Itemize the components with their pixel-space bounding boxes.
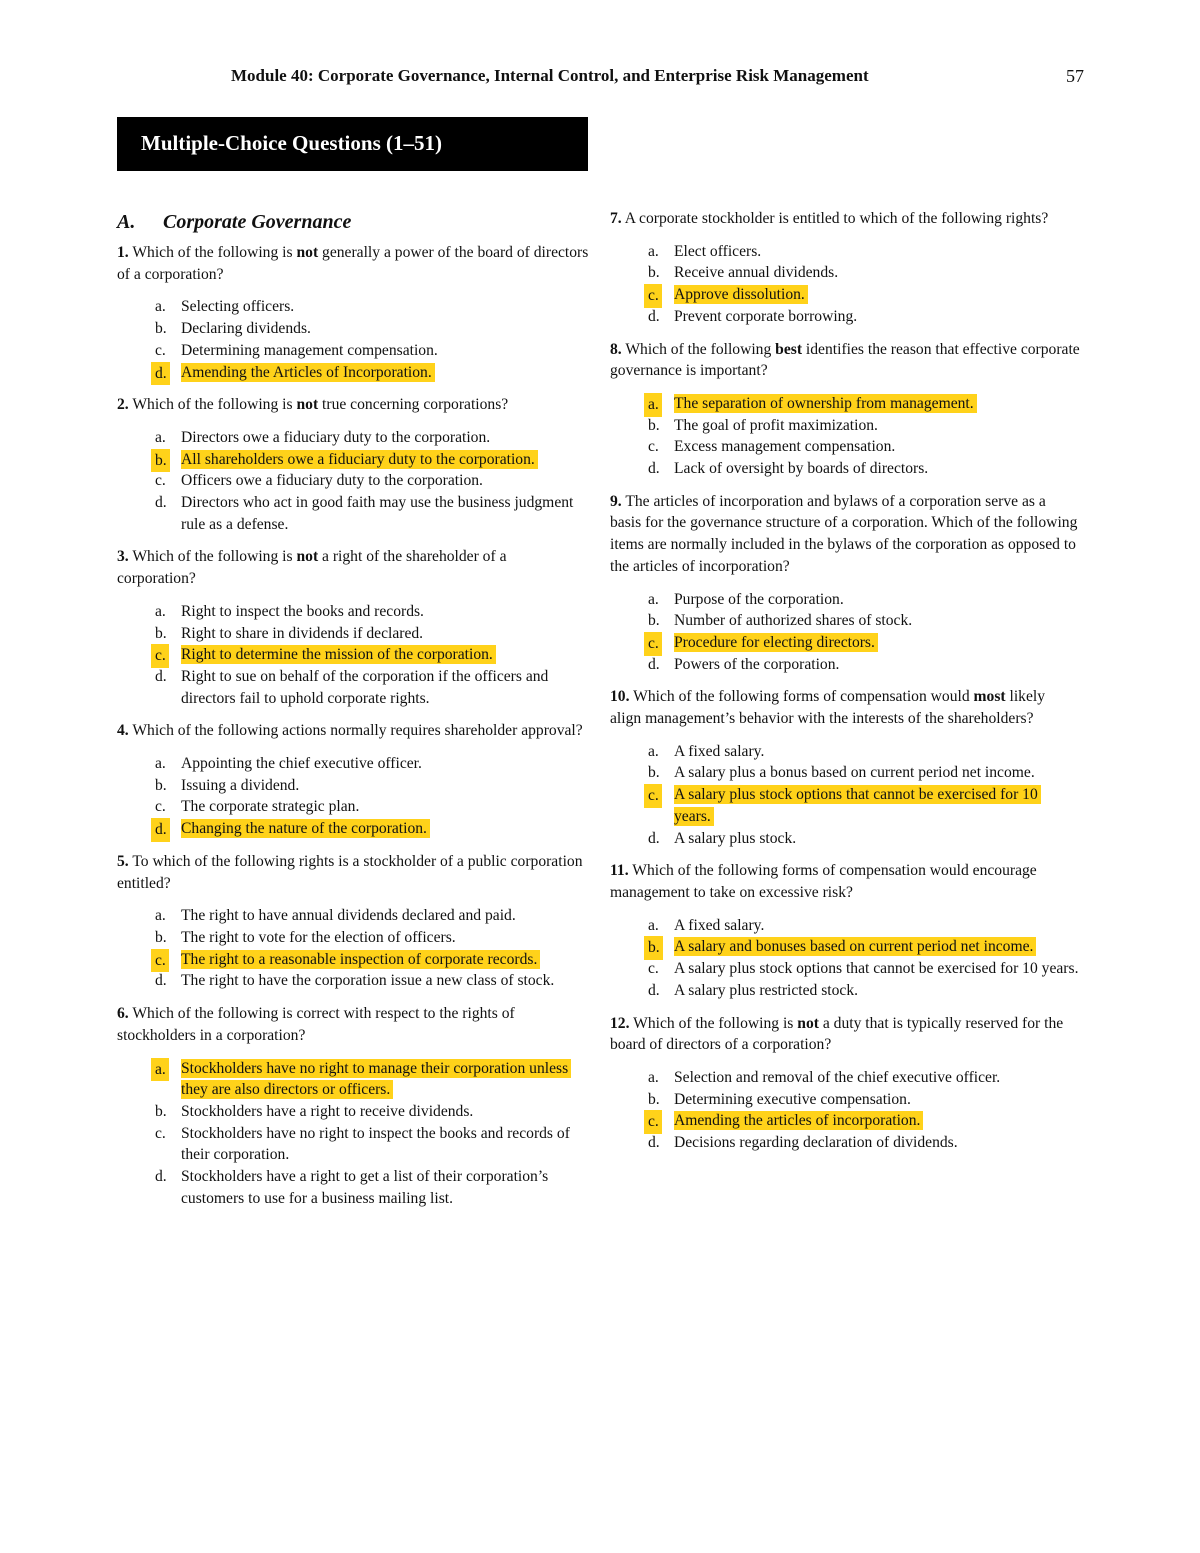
option-letter: b. [155,320,167,338]
stem-emphasis: not [296,244,319,261]
option-text: Decisions regarding declaration of dividends. [674,1134,958,1152]
answer-option [610,741,1080,763]
option-letter: a. [155,602,166,620]
stem-text: The articles of incorporation and bylaws of a corporation serve as a basis for the governance structure of a corporation. Which of the following items are normally included in the bylaws of the corporation as opposed to the articles of incorporation? [610,492,1078,575]
answer-option [117,927,589,949]
option-letter: b. [648,264,660,282]
page-number: 57 [1066,66,1084,86]
answer-option [610,632,1080,654]
answer-option [610,1132,1080,1154]
answer-options [610,589,1080,676]
highlighted-answer-text: Amending the Articles of Incorporation. [181,363,435,382]
answer-options [610,741,1080,850]
option-letter: b. [648,764,660,782]
question-9 [610,491,1080,676]
option-text: The right to vote for the election of officers. [181,928,456,946]
answer-option [117,753,589,775]
answer-option [610,936,1080,958]
highlighted-answer-text: Right to determine the mission of the corporation. [181,645,496,664]
option-letter: c. [648,960,659,978]
option-text: A salary plus stock. [674,829,797,847]
stem-text: Which of the following forms of compensation would encourage management to take on excessive risk? [610,862,1037,901]
answer-options [117,427,589,536]
stem-emphasis: not [797,1014,819,1032]
stem-text: a duty that is typically reserved for the board of directors of a corporation? [610,1014,1064,1054]
stem-text: true concerning corporations? [318,396,509,414]
answer-options [610,393,1080,480]
option-letter: d. [648,981,660,999]
question-number: 12. [610,1014,630,1032]
section-letter: A. [117,211,136,233]
stem-text: generally a power of the board of directors of a corporation? [117,244,589,283]
option-text: Issuing a dividend. [181,776,300,794]
answer-option [610,415,1080,437]
highlighted-answer-text: A salary and bonuses based on current period net income. [674,937,1036,956]
questions-left [117,242,589,1209]
option-text: Lack of oversight by boards of directors. [674,460,929,478]
option-text: Right to share in dividends if declared. [181,624,424,642]
answer-option [610,610,1080,632]
question-10 [610,686,1080,849]
option-letter: b. [648,612,660,630]
highlighted-answer-text: The right to a reasonable inspection of corporate records. [181,950,540,969]
answer-option [117,318,589,340]
option-text: A salary plus a bonus based on current period net income. [674,764,1035,782]
answer-option [610,1089,1080,1111]
answer-option [610,393,1080,415]
option-text: Right to sue on behalf of the corporation if the officers and directors fail to uphold corporate rights. [181,667,549,707]
answer-option [610,828,1080,850]
option-text: Elect officers. [674,242,762,260]
option-letter: a. [155,298,166,316]
answer-option [610,241,1080,263]
answer-options [117,905,589,992]
question-stem [610,208,1080,230]
answer-option [117,296,589,318]
option-text: Number of authorized shares of stock. [674,612,913,630]
option-letter: b. [155,624,167,642]
option-text: The right to have the corporation issue a new class of stock. [181,972,555,990]
question-stem [610,686,1080,729]
questions-right [610,208,1080,1154]
answer-option [610,436,1080,458]
option-text: Directors who act in good faith may use the business judgment rule as a defense. [181,494,574,533]
question-11 [610,860,1080,1001]
answer-option [610,654,1080,676]
option-text: Stockholders have no right to inspect the books and records of their corporation. [181,1124,570,1164]
option-text: A fixed salary. [674,916,765,934]
stem-text: To which of the following rights is a stockholder of a public corporation entitled? [117,852,583,892]
question-number: 10. [610,688,630,706]
highlighted-answer-text: Procedure for electing directors. [674,633,878,652]
option-text: Stockholders have a right to get a list of their corporation’s customers to use for a business mailing list. [181,1168,549,1207]
option-letter: a. [644,393,662,417]
option-letter: d. [155,494,167,512]
option-text: The goal of profit maximization. [674,416,878,434]
answer-options [117,753,589,840]
answer-option [117,905,589,927]
answer-option [610,762,1080,784]
stem-emphasis: not [296,548,319,566]
answer-option [117,623,589,645]
question-number: 6. [117,1005,129,1023]
stem-text: Which of the following is [132,244,297,261]
question-2 [117,394,589,535]
question-number: 8. [610,340,622,358]
option-text: Determining executive compensation. [674,1090,911,1108]
option-letter: a. [155,428,166,446]
option-letter: a. [648,1068,659,1086]
answer-option [610,958,1080,980]
answer-option [117,1123,589,1166]
option-letter: b. [648,1090,660,1108]
option-letter: d. [648,655,660,673]
stem-emphasis: best [775,340,803,358]
answer-option [117,949,589,971]
answer-option [610,306,1080,328]
stem-text: likely align management’s behavior with the interests of the shareholders? [610,688,1046,728]
option-letter: d. [648,460,660,478]
option-letter: a. [155,907,166,925]
answer-options [117,601,589,710]
answer-option [117,796,589,818]
answer-option [610,915,1080,937]
stem-emphasis: not [296,396,319,414]
highlighted-answer-text: Stockholders have no right to manage their corporation unless they are also directors or officers. [181,1059,571,1100]
option-letter: c. [644,784,662,808]
option-text: Appointing the chief executive officer. [181,755,422,773]
option-letter: b. [644,936,663,960]
stem-text: Which of the following forms of compensation would [633,688,974,706]
option-text: Directors owe a fiduciary duty to the corporation. [181,428,491,446]
answer-option [610,1067,1080,1089]
question-number: 11. [610,862,629,880]
answer-option [117,1166,589,1209]
question-stem [117,720,589,742]
answer-option [610,589,1080,611]
stem-text: Which of the following [625,340,776,358]
question-number: 9. [610,492,622,510]
question-number: 2. [117,396,129,414]
stem-text: Which of the following is [132,548,297,566]
option-letter: a. [648,590,659,608]
stem-text: identifies the reason that effective corporate governance is important? [610,340,1080,380]
running-title: Module 40: Corporate Governance, Internal Control, and Enterprise Risk Management [231,66,869,85]
option-letter: c. [155,1124,166,1142]
answer-options [610,241,1080,328]
option-letter: d. [648,1134,660,1152]
option-text: Stockholders have a right to receive dividends. [181,1102,474,1120]
question-3 [117,546,589,709]
option-letter: d. [155,667,167,685]
stem-text: a right of the shareholder of a corporation? [117,548,507,588]
option-text: A salary plus restricted stock. [674,981,859,999]
question-5 [117,851,589,992]
answer-options [610,1067,1080,1154]
option-text: A salary plus stock options that cannot be exercised for 10 years. [674,960,1079,978]
highlighted-answer-text: All shareholders owe a fiduciary duty to the corporation. [181,450,538,469]
option-letter: c. [644,1110,662,1134]
answer-option [610,284,1080,306]
question-4 [117,720,589,840]
answer-option [117,470,589,492]
question-8 [610,339,1080,480]
option-text: Powers of the corporation. [674,655,840,673]
question-stem [117,851,589,894]
option-letter: c. [648,438,659,456]
page-header [231,66,1084,90]
answer-option [117,427,589,449]
option-letter: d. [155,1168,167,1186]
stem-text: A corporate stockholder is entitled to which of the following rights? [624,210,1049,227]
question-stem [117,242,589,285]
question-stem [117,546,589,589]
option-letter: d. [648,829,660,847]
answer-option [117,666,589,709]
option-text: Selection and removal of the chief executive officer. [674,1068,1001,1086]
question-stem [117,1003,589,1046]
stem-text: Which of the following is [633,1014,798,1032]
option-letter: c. [644,632,662,656]
stem-text: Which of the following is correct with respect to the rights of stockholders in a corporation? [117,1005,515,1044]
answer-option [117,601,589,623]
section-banner [117,117,588,171]
question-stem [610,491,1080,578]
option-letter: d. [151,818,170,842]
answer-options [117,1058,589,1210]
option-letter: a. [648,242,659,260]
option-letter: a. [155,755,166,773]
answer-option [117,644,589,666]
option-text: Determining management compensation. [181,341,438,359]
highlighted-answer-text: A salary plus stock options that cannot be exercised for 10 years. [674,785,1041,826]
answer-option [117,775,589,797]
option-text: Right to inspect the books and records. [181,602,424,620]
question-7 [610,208,1080,328]
answer-option [117,362,589,384]
question-6 [117,1003,589,1209]
answer-option [610,784,1080,827]
option-text: Selecting officers. [181,298,295,316]
right-column [610,208,1080,1165]
option-text: The right to have annual dividends declared and paid. [181,907,516,925]
option-letter: c. [644,284,662,308]
highlighted-answer-text: The separation of ownership from management. [674,394,977,413]
question-number: 3. [117,548,129,566]
option-text: Officers owe a fiduciary duty to the corporation. [181,472,483,490]
option-text: Prevent corporate borrowing. [674,307,858,325]
option-letter: a. [648,916,659,934]
left-column [117,208,589,1220]
question-stem [610,860,1080,903]
option-text: Excess management compensation. [674,438,896,456]
stem-emphasis: most [973,688,1006,706]
question-12 [610,1013,1080,1154]
option-letter: b. [648,416,660,434]
option-letter: c. [155,798,166,816]
question-number: 4. [117,722,129,740]
option-text: A fixed salary. [674,742,765,760]
answer-option [610,262,1080,284]
highlighted-answer-text: Approve dissolution. [674,285,808,304]
banner-title: Multiple-Choice Questions (1–51) [141,131,442,155]
question-stem [610,1013,1080,1056]
question-stem [610,339,1080,382]
answer-option [117,818,589,840]
answer-option [610,458,1080,480]
answer-option [117,1101,589,1123]
answer-option [610,980,1080,1002]
answer-options [117,296,589,383]
option-letter: b. [155,1102,167,1120]
question-stem [117,394,589,416]
option-letter: d. [648,307,660,325]
option-letter: c. [155,472,166,490]
option-letter: a. [151,1058,169,1082]
option-text: Purpose of the corporation. [674,590,844,608]
stem-text: Which of the following is [132,396,297,414]
section-heading [117,210,589,234]
option-text: Declaring dividends. [181,320,311,338]
option-letter: c. [151,644,169,668]
option-letter: c. [155,341,166,359]
option-letter: a. [648,742,659,760]
option-letter: b. [151,449,170,473]
answer-option [117,1058,589,1101]
option-letter: c. [151,949,169,973]
option-text: The corporate strategic plan. [181,798,360,816]
highlighted-answer-text: Changing the nature of the corporation. [181,819,430,838]
option-letter: b. [155,776,167,794]
answer-options [610,915,1080,1002]
highlighted-answer-text: Amending the articles of incorporation. [674,1111,923,1130]
stem-text: Which of the following actions normally requires shareholder approval? [132,722,583,740]
answer-option [117,449,589,471]
answer-option [117,970,589,992]
option-letter: d. [151,362,170,386]
answer-option [610,1110,1080,1132]
question-1 [117,242,589,383]
answer-option [117,340,589,362]
question-number: 7. [610,210,622,227]
section-title: Corporate Governance [163,211,352,233]
question-number: 5. [117,852,129,870]
question-number: 1. [117,244,129,261]
option-letter: b. [155,928,167,946]
option-letter: d. [155,972,167,990]
answer-option [117,492,589,535]
option-text: Receive annual dividends. [674,264,839,282]
